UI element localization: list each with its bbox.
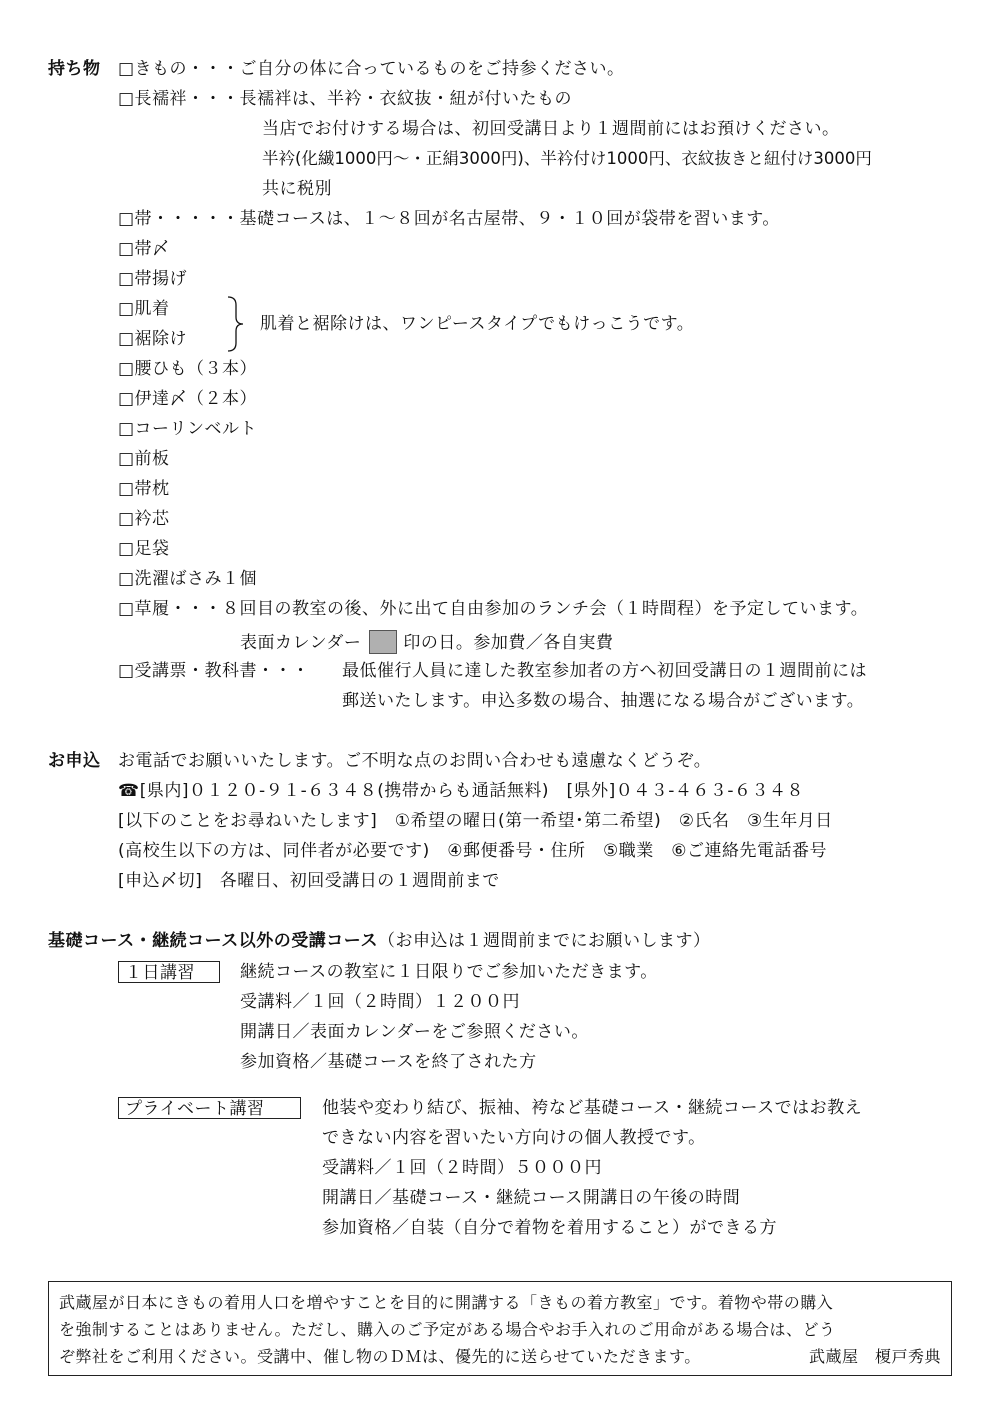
items-heading: 持ち物 bbox=[48, 59, 101, 79]
item-erishin: □衿芯 bbox=[118, 509, 170, 529]
apply-questions: [以下のことをお尋ねいたします] ①希望の曜日(第一希望･第二希望) ②氏名 ③生年月日 bbox=[118, 811, 833, 831]
private-desc-2: できない内容を習いたい方向けの個人教授です。 bbox=[322, 1128, 706, 1148]
note-line-1: 武蔵屋が日本にきもの着用人口を増やすことを目的に開講する「きもの着方教室」です。着物や帯の購入 bbox=[59, 1293, 834, 1312]
courses-heading: 基礎コース・継続コース以外の受講コース bbox=[48, 931, 378, 951]
oneday-fee: 受講料／１回（２時間）１２００円 bbox=[240, 992, 520, 1012]
item-obimakura: □帯枕 bbox=[118, 479, 170, 499]
item-tabi: □足袋 bbox=[118, 539, 170, 559]
item-sentakubasami: □洗濯ばさみ１個 bbox=[118, 569, 258, 589]
phone-icon: ☎ bbox=[118, 781, 140, 801]
item-zori: □草履・・・８回目の教室の後、外に出て自由参加のランチ会（１時間程）を予定しています。 bbox=[118, 599, 869, 619]
item-datejime: □伊達〆（２本） bbox=[118, 389, 258, 409]
item-nagajuban-tax: 共に税別 bbox=[262, 179, 332, 199]
private-label: プライベート講習 bbox=[118, 1097, 301, 1119]
curly-brace-icon bbox=[226, 295, 246, 353]
calendar-text: 表面カレンダー bbox=[240, 633, 362, 653]
item-obiage: □帯揚げ bbox=[118, 269, 188, 289]
item-susoyoke: □裾除け bbox=[118, 329, 188, 349]
apply-intro: お電話でお願いいたします。ご不明な点のお問い合わせも遠慮なくどうぞ。 bbox=[118, 751, 712, 771]
note-line-2: を強制することはありません。ただし、購入のご予定がある場合やお手入れのご用命がある場合は、どう bbox=[59, 1320, 836, 1339]
apply-questions-2: (高校生以下の方は、同伴者が必要です) ④郵便番号・住所 ⑤職業 ⑥ご連絡先電話番号 bbox=[118, 841, 827, 861]
private-fee: 受講料／１回（２時間）５０００円 bbox=[322, 1158, 602, 1178]
apply-deadline: [申込〆切] 各曜日、初回受講日の１週間前まで bbox=[118, 871, 500, 891]
note-line-3 bbox=[59, 1343, 941, 1370]
apply-phone bbox=[118, 780, 804, 802]
oneday-date: 開講日／表面カレンダーをご参照ください。 bbox=[240, 1022, 589, 1042]
note-box bbox=[48, 1281, 952, 1376]
item-nagajuban-price: 半衿(化繊1000円～・正絹3000円)、半衿付け1000円、衣紋抜きと紐付け3000円 bbox=[262, 149, 872, 168]
private-desc: 他装や変わり結び、振袖、袴など基礎コース・継続コースではお教え bbox=[322, 1098, 863, 1118]
fee-text: 印の日。参加費／各自実費 bbox=[403, 633, 614, 653]
note-signature: 武蔵屋 榎戸秀典 bbox=[808, 1347, 941, 1366]
oneday-qualification: 参加資格／基礎コースを終了された方 bbox=[240, 1052, 537, 1072]
item-jukohyo-note-2: 郵送いたします。申込多数の場合、抽選になる場合がございます。 bbox=[342, 691, 865, 711]
item-nagajuban: □長襦袢・・・長襦袢は、半衿・衣紋抜・紐が付いたもの bbox=[118, 89, 573, 109]
item-hadagi-note: 肌着と裾除けは、ワンピースタイプでもけっこうです。 bbox=[260, 314, 695, 334]
oneday-label: １日講習 bbox=[118, 961, 220, 983]
item-obi: □帯・・・・・基礎コースは、１～８回が名古屋帯、９・１０回が袋帯を習います。 bbox=[118, 209, 780, 229]
item-zori-note bbox=[240, 630, 613, 654]
note-text: ぞ弊社をご利用ください。受講中、催し物のＤＭは、優先的に送らせていただきます。 bbox=[59, 1347, 701, 1366]
item-nagajuban-note: 当店でお付けする場合は、初回受講日より１週間前にはお預けください。 bbox=[262, 119, 840, 139]
gray-mark-icon bbox=[369, 630, 397, 654]
item-hadagi: □肌着 bbox=[118, 299, 170, 319]
item-maeita: □前板 bbox=[118, 449, 170, 469]
item-koshihimo: □腰ひも（３本） bbox=[118, 359, 258, 379]
item-kimono: □きもの・・・ご自分の体に合っているものをご持参ください。 bbox=[118, 59, 625, 79]
apply-heading: お申込 bbox=[48, 751, 101, 771]
courses-heading-line bbox=[48, 930, 710, 952]
item-jukohyo: □受講票・教科書・・・ bbox=[118, 661, 310, 681]
private-qualification: 参加資格／自装（自分で着物を着用すること）ができる方 bbox=[322, 1218, 777, 1238]
private-date: 開講日／基礎コース・継続コース開講日の午後の時間 bbox=[322, 1188, 741, 1208]
phone-numbers: [県内]０１２０-９１-６３４８(携帯からも通話無料) [県外]０４３-４６３-６３４８ bbox=[139, 781, 805, 801]
courses-heading-note: （お申込は１週間前までにお願いします） bbox=[377, 931, 711, 951]
item-jukohyo-note: 最低催行人員に達した教室参加者の方へ初回受講日の１週間前には bbox=[342, 661, 867, 681]
item-korin-belt: □コーリンベルト bbox=[118, 419, 258, 439]
item-obijime: □帯〆 bbox=[118, 239, 170, 259]
oneday-desc: 継続コースの教室に１日限りでご参加いただきます。 bbox=[240, 962, 658, 982]
